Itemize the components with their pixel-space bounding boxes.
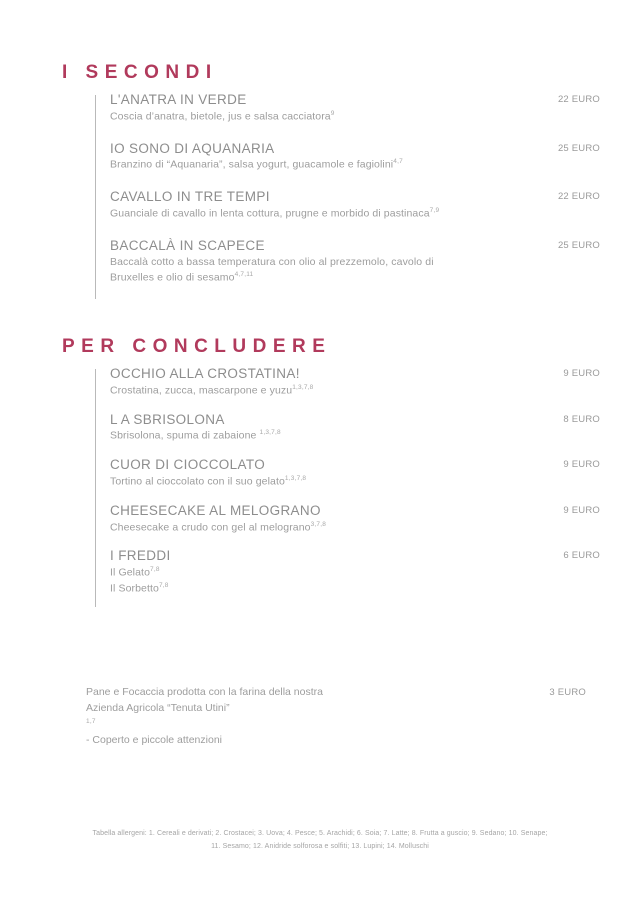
menu-item-description-line-2 [110, 270, 434, 286]
menu-item-price: 25 EURO [557, 142, 600, 154]
allergen-refs: 9 [330, 109, 335, 117]
menu-item-name: L'ANATRA IN VERDE [110, 92, 247, 107]
menu-item-price: 22 EURO [557, 94, 600, 105]
menu-item-price: 22 EURO [557, 191, 600, 203]
bread-cover-note-line-1: Pane e Focaccia prodotta con la farina della nostra [86, 686, 323, 698]
menu-item-description [110, 565, 171, 596]
menu-item [95, 366, 600, 399]
menu-item-price: 8 EURO [563, 413, 600, 425]
menu-item-description-line: Branzino di “Aquanaria”, salsa yogurt, guacamole e fagiolini [110, 158, 394, 171]
menu-item-description-line: Sbrisolona, spuma di zabaione [110, 429, 257, 442]
menu-item-name: IO SONO DI AQUANARIA [110, 140, 275, 156]
menu-item [95, 189, 600, 222]
menu-item-description-line [110, 565, 171, 581]
bread-cover-note-price: 3 EURO [549, 687, 586, 698]
menu-item-description-line: Tortino al cioccolato con il suo gelato [110, 475, 285, 488]
dish-list-secondi [95, 92, 600, 302]
menu-item-description [110, 157, 403, 173]
allergen-table-line-2: 11. Sesamo; 12. Anidride solforosa e solfiti; 13. Lupini; 14. Molluschi [211, 842, 429, 850]
menu-item-text [110, 366, 313, 399]
menu-item-name: OCCHIO ALLA CROSTATINA! [110, 366, 300, 381]
menu-item-text [110, 503, 326, 536]
allergen-refs: 1,3,7,8 [259, 429, 281, 437]
menu-item-description-text: Bruxelles e olio di sesamo [110, 271, 235, 284]
menu-item-description-text: Il Sorbetto [110, 582, 159, 595]
allergen-refs: 4,7,11 [234, 270, 254, 278]
menu-item-text [110, 92, 335, 125]
menu-item-description-line: Cheesecake a crudo con gel al melograno [110, 521, 311, 534]
bread-cover-note-line-2 [86, 701, 323, 749]
menu-item-text [110, 412, 281, 445]
menu-item-text [110, 457, 306, 490]
menu-item-description [110, 474, 306, 490]
menu-item-description-line: Guanciale di cavallo in lenta cottura, prugne e morbido di pastinaca [110, 207, 430, 220]
menu-item-description-line: Crostatina, zucca, mascarpone e yuzu [110, 384, 293, 397]
bread-cover-note [86, 685, 586, 749]
menu-item [95, 92, 600, 125]
menu-item-price: 9 EURO [563, 368, 600, 379]
menu-item [95, 238, 600, 286]
menu-item-price: 9 EURO [563, 504, 600, 516]
menu-item-description [110, 109, 335, 125]
menu-item [95, 457, 600, 490]
allergen-refs: 1,3,7,8 [292, 383, 314, 391]
menu-item-name: CUOR DI CIOCCOLATO [110, 457, 266, 473]
menu-item-price: 25 EURO [557, 239, 600, 251]
menu-item-name: CHEESECAKE AL MELOGRANO [110, 502, 321, 518]
section-heading-per-concludere: PER CONCLUDERE [62, 336, 332, 357]
menu-item-description [110, 383, 313, 399]
menu-item-name: I FREDDI [110, 548, 171, 564]
menu-item-name: L A SBRISOLONA [110, 411, 225, 427]
bread-cover-note-text [86, 685, 323, 749]
menu-item-text [110, 189, 439, 222]
menu-item [95, 503, 600, 536]
menu-item-description-line: Coscia d’anatra, bietole, jus e salsa cacciatora [110, 110, 331, 123]
menu-item-text [110, 548, 171, 596]
section-heading-secondi: I SECONDI [62, 62, 218, 83]
bread-cover-note-farm: Azienda Agricola “Tenuta Utini” [86, 701, 230, 714]
menu-item-description [110, 206, 439, 222]
menu-item [95, 412, 600, 445]
menu-item-name: BACCALÀ IN SCAPECE [110, 237, 265, 253]
menu-item-description-line: Baccalà cotto a bassa temperatura con olio al prezzemolo, cavolo di [110, 255, 434, 268]
menu-item-name: CAVALLO IN TRE TEMPI [110, 189, 270, 205]
allergen-refs: 1,7 [86, 717, 96, 725]
menu-item [95, 141, 600, 174]
menu-item-description-line-2 [110, 581, 171, 597]
allergen-refs: 4,7 [393, 158, 403, 166]
bread-cover-note-suffix: - Coperto e piccole attenzioni [86, 733, 222, 746]
menu-item-text [110, 141, 403, 174]
allergen-refs: 7,8 [158, 581, 169, 589]
menu-item-price: 9 EURO [563, 459, 600, 471]
menu-item-text [110, 238, 434, 286]
menu-item-description [110, 428, 281, 444]
menu-item-description-text: Il Gelato [110, 566, 151, 579]
allergen-refs: 7,9 [429, 207, 440, 215]
menu-item-description [110, 520, 326, 536]
allergen-refs: 7,8 [150, 566, 160, 574]
allergen-table-line-1: Tabella allergeni: 1. Cereali e derivati; 2. Crostacei; 3. Uova; 4. Pesce; 5. Arachidi; 6. Soia; 7. Latte; 8. Frutta a guscio; 9. Sedano; 10. Senape; [92, 830, 548, 837]
menu-item [95, 548, 600, 596]
menu-item-description [110, 255, 434, 286]
allergen-refs: 1,3,7,8 [284, 475, 307, 483]
menu-item-price: 6 EURO [563, 550, 600, 562]
dish-list-per-concludere [95, 366, 600, 610]
allergen-table-footer [0, 828, 640, 854]
allergen-refs: 3,7,8 [310, 520, 327, 528]
